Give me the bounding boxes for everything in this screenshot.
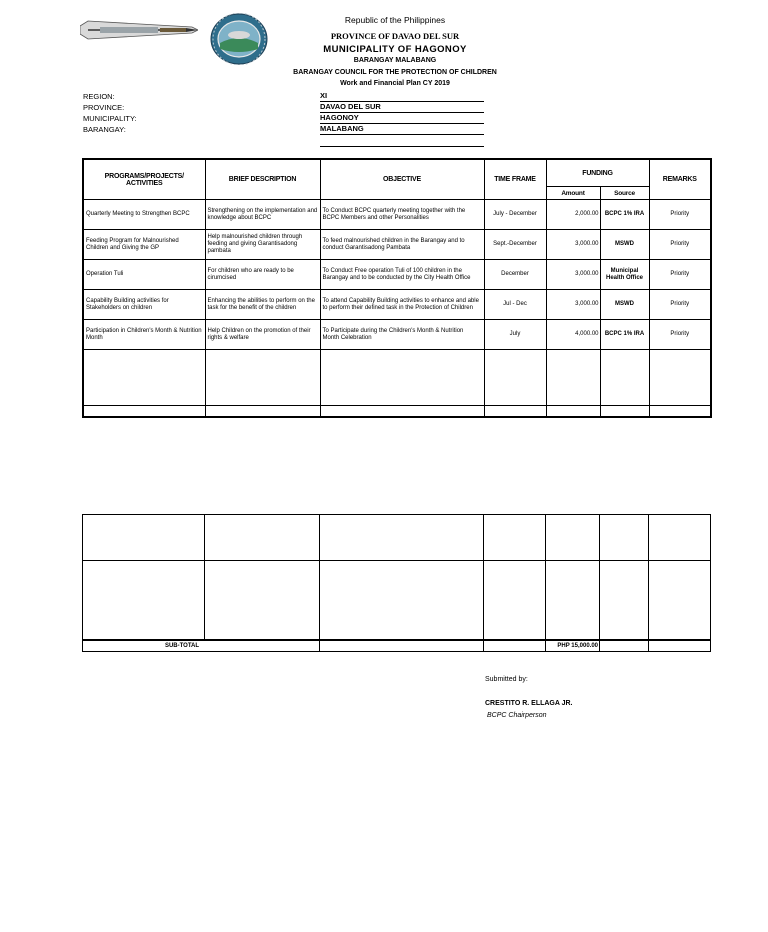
table-row — [83, 260, 711, 290]
empty-cell — [320, 350, 484, 406]
empty-cell — [546, 561, 600, 641]
objective-header: OBJECTIVE — [320, 159, 484, 200]
continuation-table — [82, 514, 711, 652]
empty-cell — [649, 640, 711, 652]
empty-cell — [320, 515, 484, 561]
province-label: PROVINCE: — [83, 103, 125, 112]
empty-cell — [83, 561, 205, 641]
plan-title: Work and Financial Plan CY 2019 — [340, 80, 450, 87]
work-plan-table — [82, 158, 712, 418]
empty-cell — [320, 561, 484, 641]
empty-row — [83, 515, 711, 561]
remarks-cell: Priority — [649, 200, 711, 230]
program-cell: Participation in Children's Month & Nutrition Month — [83, 320, 205, 350]
municipality-label: MUNICIPALITY: — [83, 114, 137, 123]
barangay-value: MALABANG — [320, 124, 484, 135]
table-row — [83, 200, 711, 230]
program-cell: Capability Building activities for Stakeholders on children — [83, 290, 205, 320]
empty-row — [83, 561, 711, 641]
empty-cell — [600, 640, 649, 652]
time-frame-cell: Sept.-December — [484, 230, 546, 260]
empty-cell — [546, 350, 600, 406]
empty-cell — [649, 561, 711, 641]
empty-cell — [83, 350, 205, 406]
source-cell: BCPC 1% IRA — [600, 320, 649, 350]
description-cell: Help malnourished children through feeding and giving Garantisadong pambata — [205, 230, 320, 260]
funding-header: FUNDING — [546, 159, 649, 187]
empty-cell — [320, 640, 484, 652]
amount-cell: 3,000.00 — [546, 290, 600, 320]
empty-cell — [205, 515, 320, 561]
time-frame-cell: December — [484, 260, 546, 290]
subtotal-row — [83, 640, 711, 652]
time-frame-cell: July - December — [484, 200, 546, 230]
remarks-cell: Priority — [649, 260, 711, 290]
barangay-label: BARANGAY: — [83, 125, 126, 134]
empty-cell — [484, 640, 546, 652]
signatory-name: CRESTITO R. ELLAGA JR. — [485, 700, 573, 707]
region-label: REGION: — [83, 92, 115, 101]
objective-cell: To Participate during the Children's Month & Nutrition Month Celebration — [320, 320, 484, 350]
empty-cell — [649, 515, 711, 561]
table-row — [83, 320, 711, 350]
republic-line: Republic of the Philippines — [344, 15, 446, 25]
programs-header: PROGRAMS/PROJECTS/ ACTIVITIES — [83, 159, 205, 200]
subtotal-amount: PHP 15,000.00 — [546, 640, 600, 652]
amount-cell: 4,000.00 — [546, 320, 600, 350]
source-header: Source — [600, 187, 649, 200]
source-cell: MSWD — [600, 290, 649, 320]
objective-cell: To feed malnourished children in the Barangay and to conduct Garantisadong Pambata — [320, 230, 484, 260]
empty-cell — [649, 350, 711, 406]
empty-cell — [600, 561, 649, 641]
empty-cell — [649, 406, 711, 418]
empty-row — [83, 406, 711, 418]
amount-header: Amount — [546, 187, 600, 200]
objective-cell: To Conduct BCPC quarterly meeting together with the BCPC Members and other Personalities — [320, 200, 484, 230]
program-cell: Quarterly Meeting to Strengthen BCPC — [83, 200, 205, 230]
subtotal-label: SUB-TOTAL — [83, 640, 320, 652]
source-cell: BCPC 1% IRA — [600, 200, 649, 230]
empty-cell — [205, 406, 320, 418]
empty-cell — [320, 406, 484, 418]
barangay-title: BARANGAY MALABANG — [353, 57, 437, 64]
province-value: DAVAO DEL SUR — [320, 102, 484, 113]
description-header: BRIEF DESCRIPTION — [205, 159, 320, 200]
empty-cell — [484, 561, 546, 641]
province-title: PROVINCE OF DAVAO DEL SUR — [330, 31, 460, 41]
amount-cell: 3,000.00 — [546, 230, 600, 260]
remarks-cell: Priority — [649, 230, 711, 260]
empty-cell — [546, 406, 600, 418]
program-cell: Operation Tuli — [83, 260, 205, 290]
table-row — [83, 230, 711, 260]
municipality-title: MUNICIPALITY OF HAGONOY — [323, 44, 467, 55]
remarks-cell: Priority — [649, 320, 711, 350]
empty-cell — [83, 406, 205, 418]
empty-cell — [484, 406, 546, 418]
empty-cell — [484, 515, 546, 561]
description-cell: Enhancing the abilities to perform on the task for the benefit of the children — [205, 290, 320, 320]
description-cell: Help Children on the promotion of their rights & welfare — [205, 320, 320, 350]
time-frame-cell: July — [484, 320, 546, 350]
objective-cell: To attend Capability Building activities to enhance and able to perform their defined task in the Protection of Children — [320, 290, 484, 320]
empty-cell — [205, 561, 320, 641]
empty-cell — [600, 350, 649, 406]
pen-logo — [80, 18, 198, 42]
table-row — [83, 290, 711, 320]
blank-line — [320, 146, 484, 147]
empty-cell — [600, 515, 649, 561]
remarks-header: REMARKS — [649, 159, 711, 200]
source-cell: Municipal Health Office — [600, 260, 649, 290]
council-title: BARANGAY COUNCIL FOR THE PROTECTION OF CHILDREN — [293, 69, 497, 76]
empty-cell — [546, 515, 600, 561]
description-cell: Strengthening on the implementation and knowledge about BCPC — [205, 200, 320, 230]
region-value: XI — [320, 91, 484, 102]
empty-cell — [83, 515, 205, 561]
time-frame-header: TIME FRAME — [484, 159, 546, 200]
empty-row — [83, 350, 711, 406]
remarks-cell: Priority — [649, 290, 711, 320]
program-cell: Feeding Program for Malnourished Children and Giving the GP — [83, 230, 205, 260]
objective-cell: To Conduct Free operation Tuli of 100 children in the Barangay and to be conducted by the City Health Office — [320, 260, 484, 290]
signatory-title: BCPC Chairperson — [487, 712, 547, 719]
submitted-by-label: Submitted by: — [485, 676, 528, 683]
description-cell: For children who are ready to be cirumcised — [205, 260, 320, 290]
municipality-value: HAGONOY — [320, 113, 484, 124]
empty-cell — [205, 350, 320, 406]
empty-cell — [484, 350, 546, 406]
time-frame-cell: Jul - Dec — [484, 290, 546, 320]
source-cell: MSWD — [600, 230, 649, 260]
amount-cell: 2,000.00 — [546, 200, 600, 230]
amount-cell: 3,000.00 — [546, 260, 600, 290]
empty-cell — [600, 406, 649, 418]
